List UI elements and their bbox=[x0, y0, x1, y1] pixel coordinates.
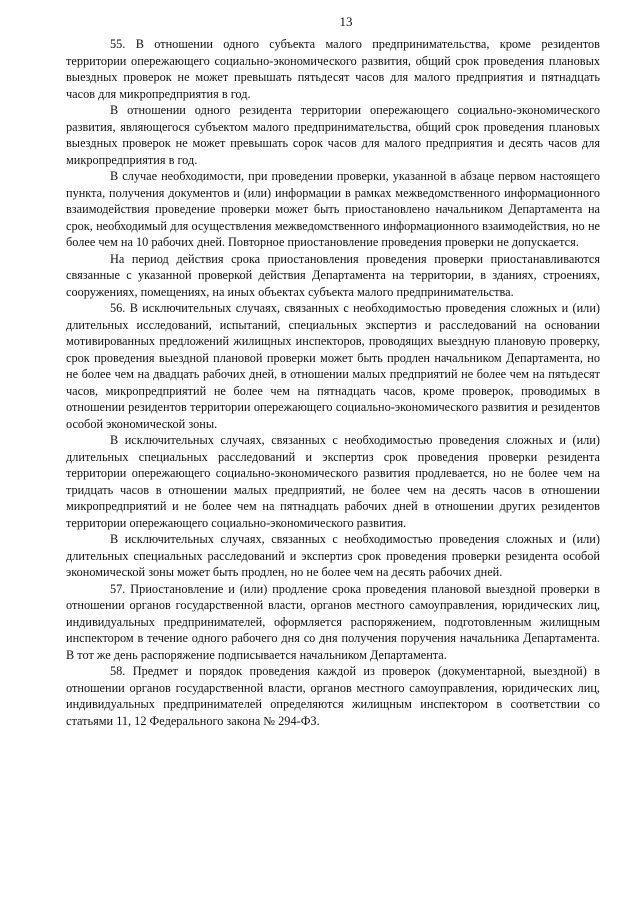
document-body bbox=[66, 36, 600, 729]
paragraph-55-suspension: В случае необходимости, при проведении проверки, указанной в абзаце первом настоящего пункта, получения документов и (или) информации в рамках межведомственного информационного взаимодействия проведение проверки может быть приостановлено начальником Департамента на срок, необходимый для осуществления межведомственного информационного взаимодействия, но не более чем на 10 рабочих дней. Повторное приостановление проведения проверки не допускается. bbox=[66, 169, 600, 249]
paragraph-55: 55. В отношении одного субъекта малого предпринимательства, кроме резидентов территории опережающего социально-экономического развития, общий срок проведения плановых выездных проверок не может превышать пятьдесят часов для малого предприятия и пятнадцать часов для микропредприятия в год. bbox=[66, 37, 600, 101]
paragraph-58: 58. Предмет и порядок проведения каждой из проверок (документарной, выездной) в отношении органов государственной власти, органов местного самоуправления, юридических лиц, индивидуальных предпринимателей определяются жилищным инспектором в соответствии со статьями 11, 12 Федерального закона № 294-ФЗ. bbox=[66, 664, 600, 728]
paragraph-56-resident-extension: В исключительных случаях, связанных с необходимостью проведения сложных и (или) длительных специальных расследований и экспертиз срок проведения проверки резидента территории опережающего социально-экономического развития продлевается, но не более чем на тридцать часов в отношении малых предприятий, не более чем на десять часов в отношении микропредприятий и не более чем на пятнадцать рабочих дней в отношении других резидентов территории опережающего социально-экономического развития. bbox=[66, 433, 600, 530]
page-number: 13 bbox=[339, 14, 353, 29]
paragraph-56-sez-extension: В исключительных случаях, связанных с необходимостью проведения сложных и (или) длительных специальных расследований и экспертиз срок проведения проверки резидента особой экономической зоны может быть продлен, но не более чем на десять рабочих дней. bbox=[66, 532, 600, 579]
paragraph-56: 56. В исключительных случаях, связанных с необходимостью проведения сложных и (или) длительных исследований, испытаний, специальных экспертиз и расследований на основании мотивированных предложений жилищных инспекторов, проводящих выездную плановую проверку, срок проведения выездной плановой проверки может быть продлен начальником Департамента, но не более чем на двадцать рабочих дней, в отношении малых предприятий не более чем на пятьдесят часов, микропредприятий не более чем на пятнадцать часов, кроме проверок, проводимых в отношении резидентов территории опережающего социально-экономического развития и резидентов особой экономической зоны. bbox=[66, 301, 600, 431]
paragraph-57: 57. Приостановление и (или) продление срока проведения плановой выездной проверки в отношении органов государственной власти, органов местного самоуправления, юридических лиц, индивидуальных предпринимателей, оформляется распоряжением, подготовленным жилищным инспектором в течение одного рабочего дня со дня получения поручения начальника Департамента. В тот же день распоряжение подписывается начальником Департамента. bbox=[66, 581, 600, 662]
paragraph-55-resident: В отношении одного резидента территории опережающего социально-экономического развития, являющегося субъектом малого предпринимательства, общий срок проведения плановых выездных проверок не может превышать сорок часов для малого предприятия и десять часов для микропредприятия в год. bbox=[66, 103, 600, 167]
paragraph-55-suspension-period: На период действия срока приостановления проведения проверки приостанавливаются связанные с указанной проверкой действия Департамента на территории, в зданиях, строениях, сооружениях, помещениях, на иных объектах субъекта малого предпринимательства. bbox=[66, 251, 600, 299]
